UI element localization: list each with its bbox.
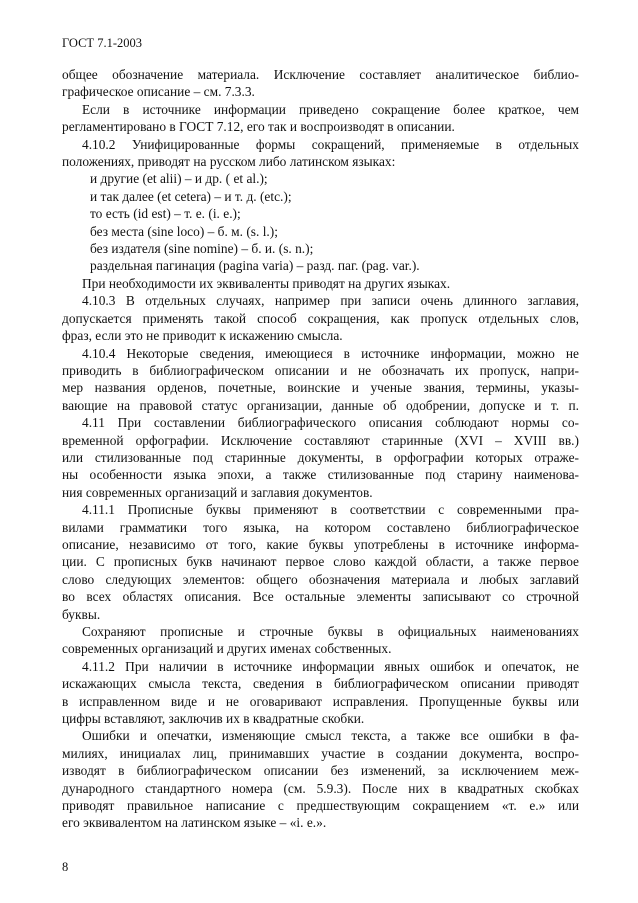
page-header: ГОСТ 7.1-2003 — [62, 36, 142, 50]
text-line: милиях, инициалах лиц, принимавших участие в создании документа, воспро- — [62, 745, 579, 761]
text-line: ния современных организаций и заглавия документов. — [62, 484, 373, 500]
text-line: цифры вставляют, заключив их в квадратные скобки. — [62, 711, 365, 727]
text-line: При необходимости их эквиваленты приводят на других языках. — [82, 275, 451, 291]
text-line: ны особенности языка эпохи, а также стилизованные под старину наименова- — [62, 467, 579, 483]
text-line: 4.11 При составлении библиографического описания соблюдают нормы со- — [82, 415, 579, 431]
text-line: Ошибки и опечатки, изменяющие смысл текста, а также все ошибки в фа- — [82, 728, 579, 744]
page-number: 8 — [62, 860, 69, 874]
text-line: слово следующих элементов: общего обозначения материала и любых заглавий — [62, 571, 579, 587]
text-line: современных организаций и других именах собственных. — [62, 641, 392, 657]
text-line: 4.11.2 При наличии в источнике информации явных ошибок и опечаток, не — [82, 658, 579, 674]
text-line: общее обозначение материала. Исключение составляет аналитическое библио- — [62, 67, 579, 82]
text-line: 4.11.1 Прописные буквы применяют в соответствии с современными пра- — [82, 502, 579, 518]
text-line: 4.10.2 Унифицированные формы сокращений, применяемые в отдельных — [82, 136, 579, 152]
text-line: раздельная пагинация (pagina varia) – разд. паг. (pag. var.). — [90, 258, 420, 274]
text-line: приводить в библиографическом описании и не обозначать их пропуск, напри- — [62, 362, 579, 378]
text-line: в исправленном виде и не оговаривают исправления. Пропущенные буквы или — [62, 693, 579, 709]
text-line: дународного стандартного номера (см. 5.9.3). После них в квадратных скобках — [62, 780, 579, 796]
text-line: допускается применять такой способ сокращения, как пропуск отдельных слов, — [62, 310, 579, 326]
text-line: Сохраняют прописные и строчные буквы в официальных наименованиях — [82, 624, 579, 639]
text-line: то есть (id est) – т. е. (i. e.); — [90, 206, 241, 222]
text-line: или стилизованные под старинные документы, в орфографии которых отраже- — [62, 449, 579, 465]
text-line: регламентировано в ГОСТ 7.12, его так и воспроизводят в описании. — [62, 119, 455, 135]
text-line: без издателя (sine nomine) – б. и. (s. n.); — [90, 241, 314, 257]
text-line: без места (sine loco) – б. м. (s. l.); — [90, 223, 278, 239]
text-line: Если в источнике информации приведено сокращение более краткое, чем — [82, 101, 579, 117]
text-line: временной орфографии. Исключение составляют старинные (XVI – XVIII вв.) — [62, 432, 579, 448]
text-line: описание, независимо от того, какие буквы употреблены в источнике информа- — [62, 536, 579, 552]
text-line: вающие на правовой статус организации, данные об одобрении, допуске и т. п. — [62, 397, 579, 413]
text-line: во всех областях описания. Все остальные элементы записывают со строчной — [62, 589, 579, 605]
text-line: его эквивалентом на латинском языке – «i. e.». — [62, 815, 327, 831]
text-line: и другие (et alii) – и др. ( et al.); — [90, 171, 268, 187]
text-line: ции. С прописных букв начинают первое слово каждой области, а также первое — [62, 554, 579, 570]
text-line: искажающих смысла текста, сведения в библиографическом описании приводят — [62, 676, 579, 692]
text-line: 4.10.3 В отдельных случаях, например при записи очень длинного заглавия, — [82, 293, 579, 309]
text-line: изводят в библиографическом описании без изменений, за исключением меж- — [62, 763, 579, 779]
text-line: мер названия орденов, почетные, воинские и ученые звания, термины, указы- — [62, 380, 579, 396]
text-line: 4.10.4 Некоторые сведения, имеющиеся в источнике информации, можно не — [82, 345, 579, 361]
text-line: и так далее (et cetera) – и т. д. (etc.); — [90, 188, 292, 204]
text-line: положениях, приводят на русском либо латинском языках: — [62, 154, 396, 170]
text-line: фраз, если это не приводит к искажению смысла. — [62, 328, 343, 344]
body-text — [62, 66, 579, 832]
text-line: графическое описание – см. 7.3.3. — [62, 84, 255, 100]
text-line: буквы. — [62, 606, 101, 622]
text-line: приводят правильное написание с предшествующим сокращением «т. е.» или — [62, 798, 579, 814]
text-line: вилами грамматики того языка, на котором составлено библиографическое — [62, 519, 579, 535]
